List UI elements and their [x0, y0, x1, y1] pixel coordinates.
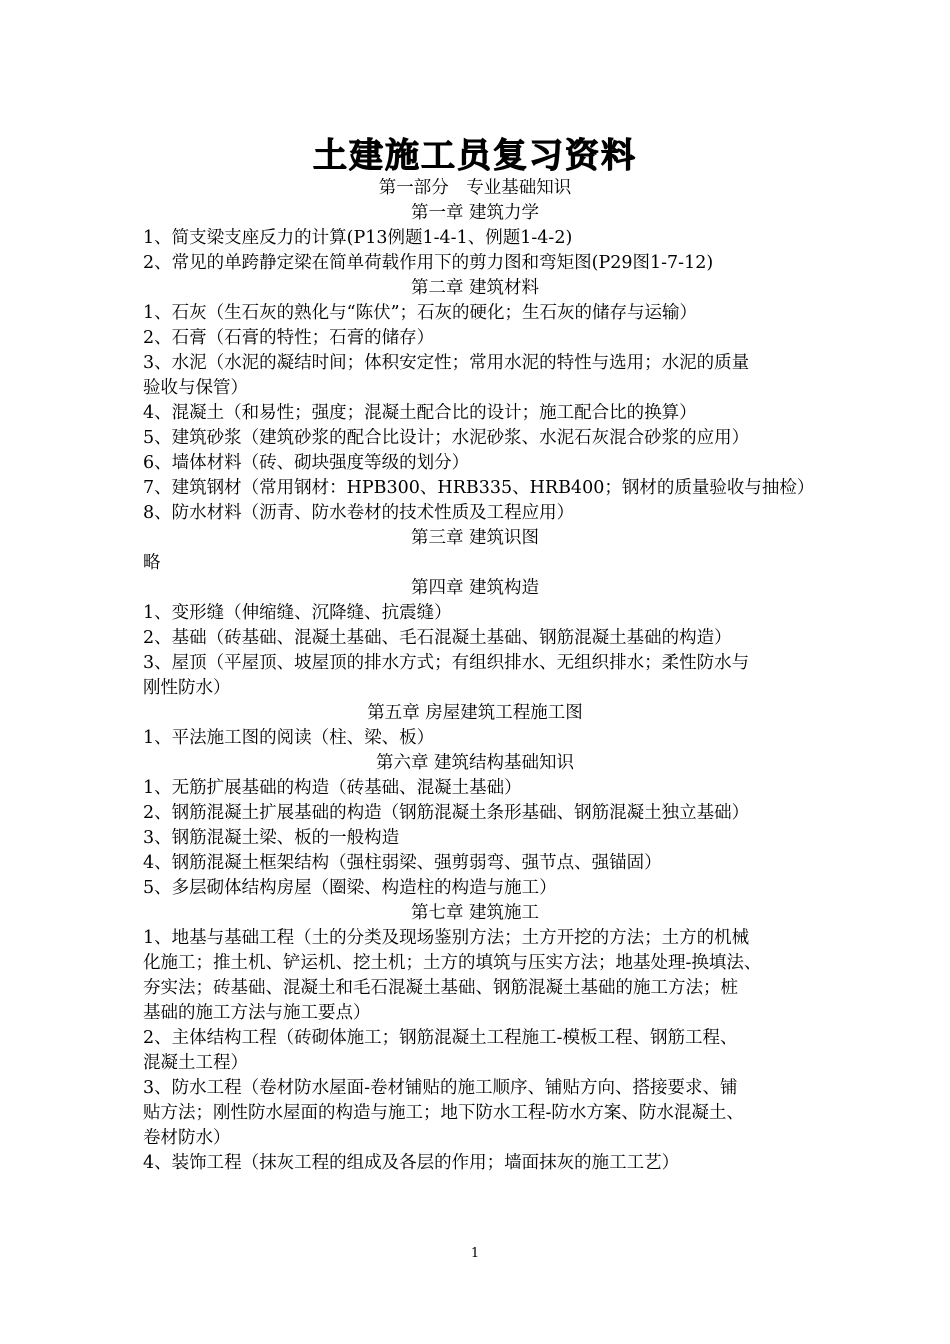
- text-line: 略: [143, 553, 161, 573]
- text-line: 刚性防水）: [143, 678, 231, 698]
- text-line: 1、无筋扩展基础的构造（砖基础、混凝土基础）: [143, 778, 522, 798]
- text-line: 7、建筑钢材（常用钢材：HPB300、HRB335、HRB400；钢材的质量验收与抽检）: [143, 478, 815, 498]
- text-line: 1、变形缝（伸缩缝、沉降缝、抗震缝）: [143, 603, 452, 623]
- text-line: 3、屋顶（平屋顶、坡屋顶的排水方式；有组织排水、无组织排水；柔性防水与: [143, 653, 750, 673]
- text-line: 混凝土工程）: [143, 1053, 248, 1073]
- text-line: 3、防水工程（卷材防水屋面-卷材铺贴的施工顺序、铺贴方向、搭接要求、铺: [143, 1078, 738, 1098]
- text-line: 基础的施工方法与施工要点）: [143, 1003, 371, 1023]
- text-line: 3、水泥（水泥的凝结时间；体积安定性；常用水泥的特性与选用；水泥的质量: [143, 353, 750, 373]
- text-line: 4、钢筋混凝土框架结构（强柱弱梁、强剪弱弯、强节点、强锚固）: [143, 853, 662, 873]
- section-heading: 第五章 房屋建筑工程施工图: [367, 703, 583, 723]
- page-number: 1: [470, 1246, 480, 1261]
- section-heading: 第二章 建筑材料: [410, 278, 540, 298]
- section-heading: 第一部分 专业基础知识: [378, 178, 572, 198]
- text-line: 2、主体结构工程（砖砌体施工；钢筋混凝土工程施工-模板工程、钢筋工程、: [143, 1028, 738, 1048]
- text-line: 4、混凝土（和易性；强度；混凝土配合比的设计；施工配合比的换算）: [143, 403, 697, 423]
- text-line: 2、石膏（石膏的特性；石膏的储存）: [143, 328, 435, 348]
- text-line: 5、多层砌体结构房屋（圈梁、构造柱的构造与施工）: [143, 878, 557, 898]
- text-line: 4、装饰工程（抹灰工程的组成及各层的作用；墙面抹灰的施工工艺）: [143, 1153, 680, 1173]
- section-heading: 第三章 建筑识图: [410, 528, 540, 548]
- text-line: 8、防水材料（沥青、防水卷材的技术性质及工程应用）: [143, 503, 575, 523]
- text-line: 5、建筑砂浆（建筑砂浆的配合比设计；水泥砂浆、水泥石灰混合砂浆的应用）: [143, 428, 750, 448]
- text-line: 1、平法施工图的阅读（柱、梁、板）: [143, 728, 435, 748]
- text-line: 卷材防水）: [143, 1128, 231, 1148]
- section-heading: 第六章 建筑结构基础知识: [375, 753, 575, 773]
- text-line: 1、简支梁支座反力的计算(P13例题1-4-1、例题1-4-2): [143, 228, 573, 248]
- text-line: 贴方法；刚性防水屋面的构造与施工；地下防水工程-防水方案、防水混凝土、: [143, 1103, 744, 1123]
- text-line: 6、墙体材料（砖、砌块强度等级的划分）: [143, 453, 470, 473]
- text-line: 2、钢筋混凝土扩展基础的构造（钢筋混凝土条形基础、钢筋混凝土独立基础）: [143, 803, 750, 823]
- text-line: 化施工；推土机、铲运机、挖土机；土方的填筑与压实方法；地基处理-换填法、: [143, 953, 762, 973]
- text-line: 3、钢筋混凝土梁、板的一般构造: [143, 828, 400, 848]
- text-line: 1、地基与基础工程（土的分类及现场鉴别方法；土方开挖的方法；土方的机械: [143, 928, 750, 948]
- section-heading: 第七章 建筑施工: [410, 903, 540, 923]
- text-line: 1、石灰（生石灰的熟化与“陈伏”；石灰的硬化；生石灰的储存与运输）: [143, 303, 698, 323]
- section-heading: 第四章 建筑构造: [410, 578, 540, 598]
- section-heading: 第一章 建筑力学: [410, 203, 540, 223]
- document-title: 土建施工员复习资料: [313, 136, 637, 176]
- text-line: 夯实法；砖基础、混凝土和毛石混凝土基础、钢筋混凝土基础的施工方法；桩: [143, 978, 738, 998]
- text-line: 2、基础（砖基础、混凝土基础、毛石混凝土基础、钢筋混凝土基础的构造）: [143, 628, 732, 648]
- text-line: 验收与保管）: [143, 378, 248, 398]
- text-line: 2、常见的单跨静定梁在简单荷载作用下的剪力图和弯矩图(P29图1-7-12): [143, 253, 714, 273]
